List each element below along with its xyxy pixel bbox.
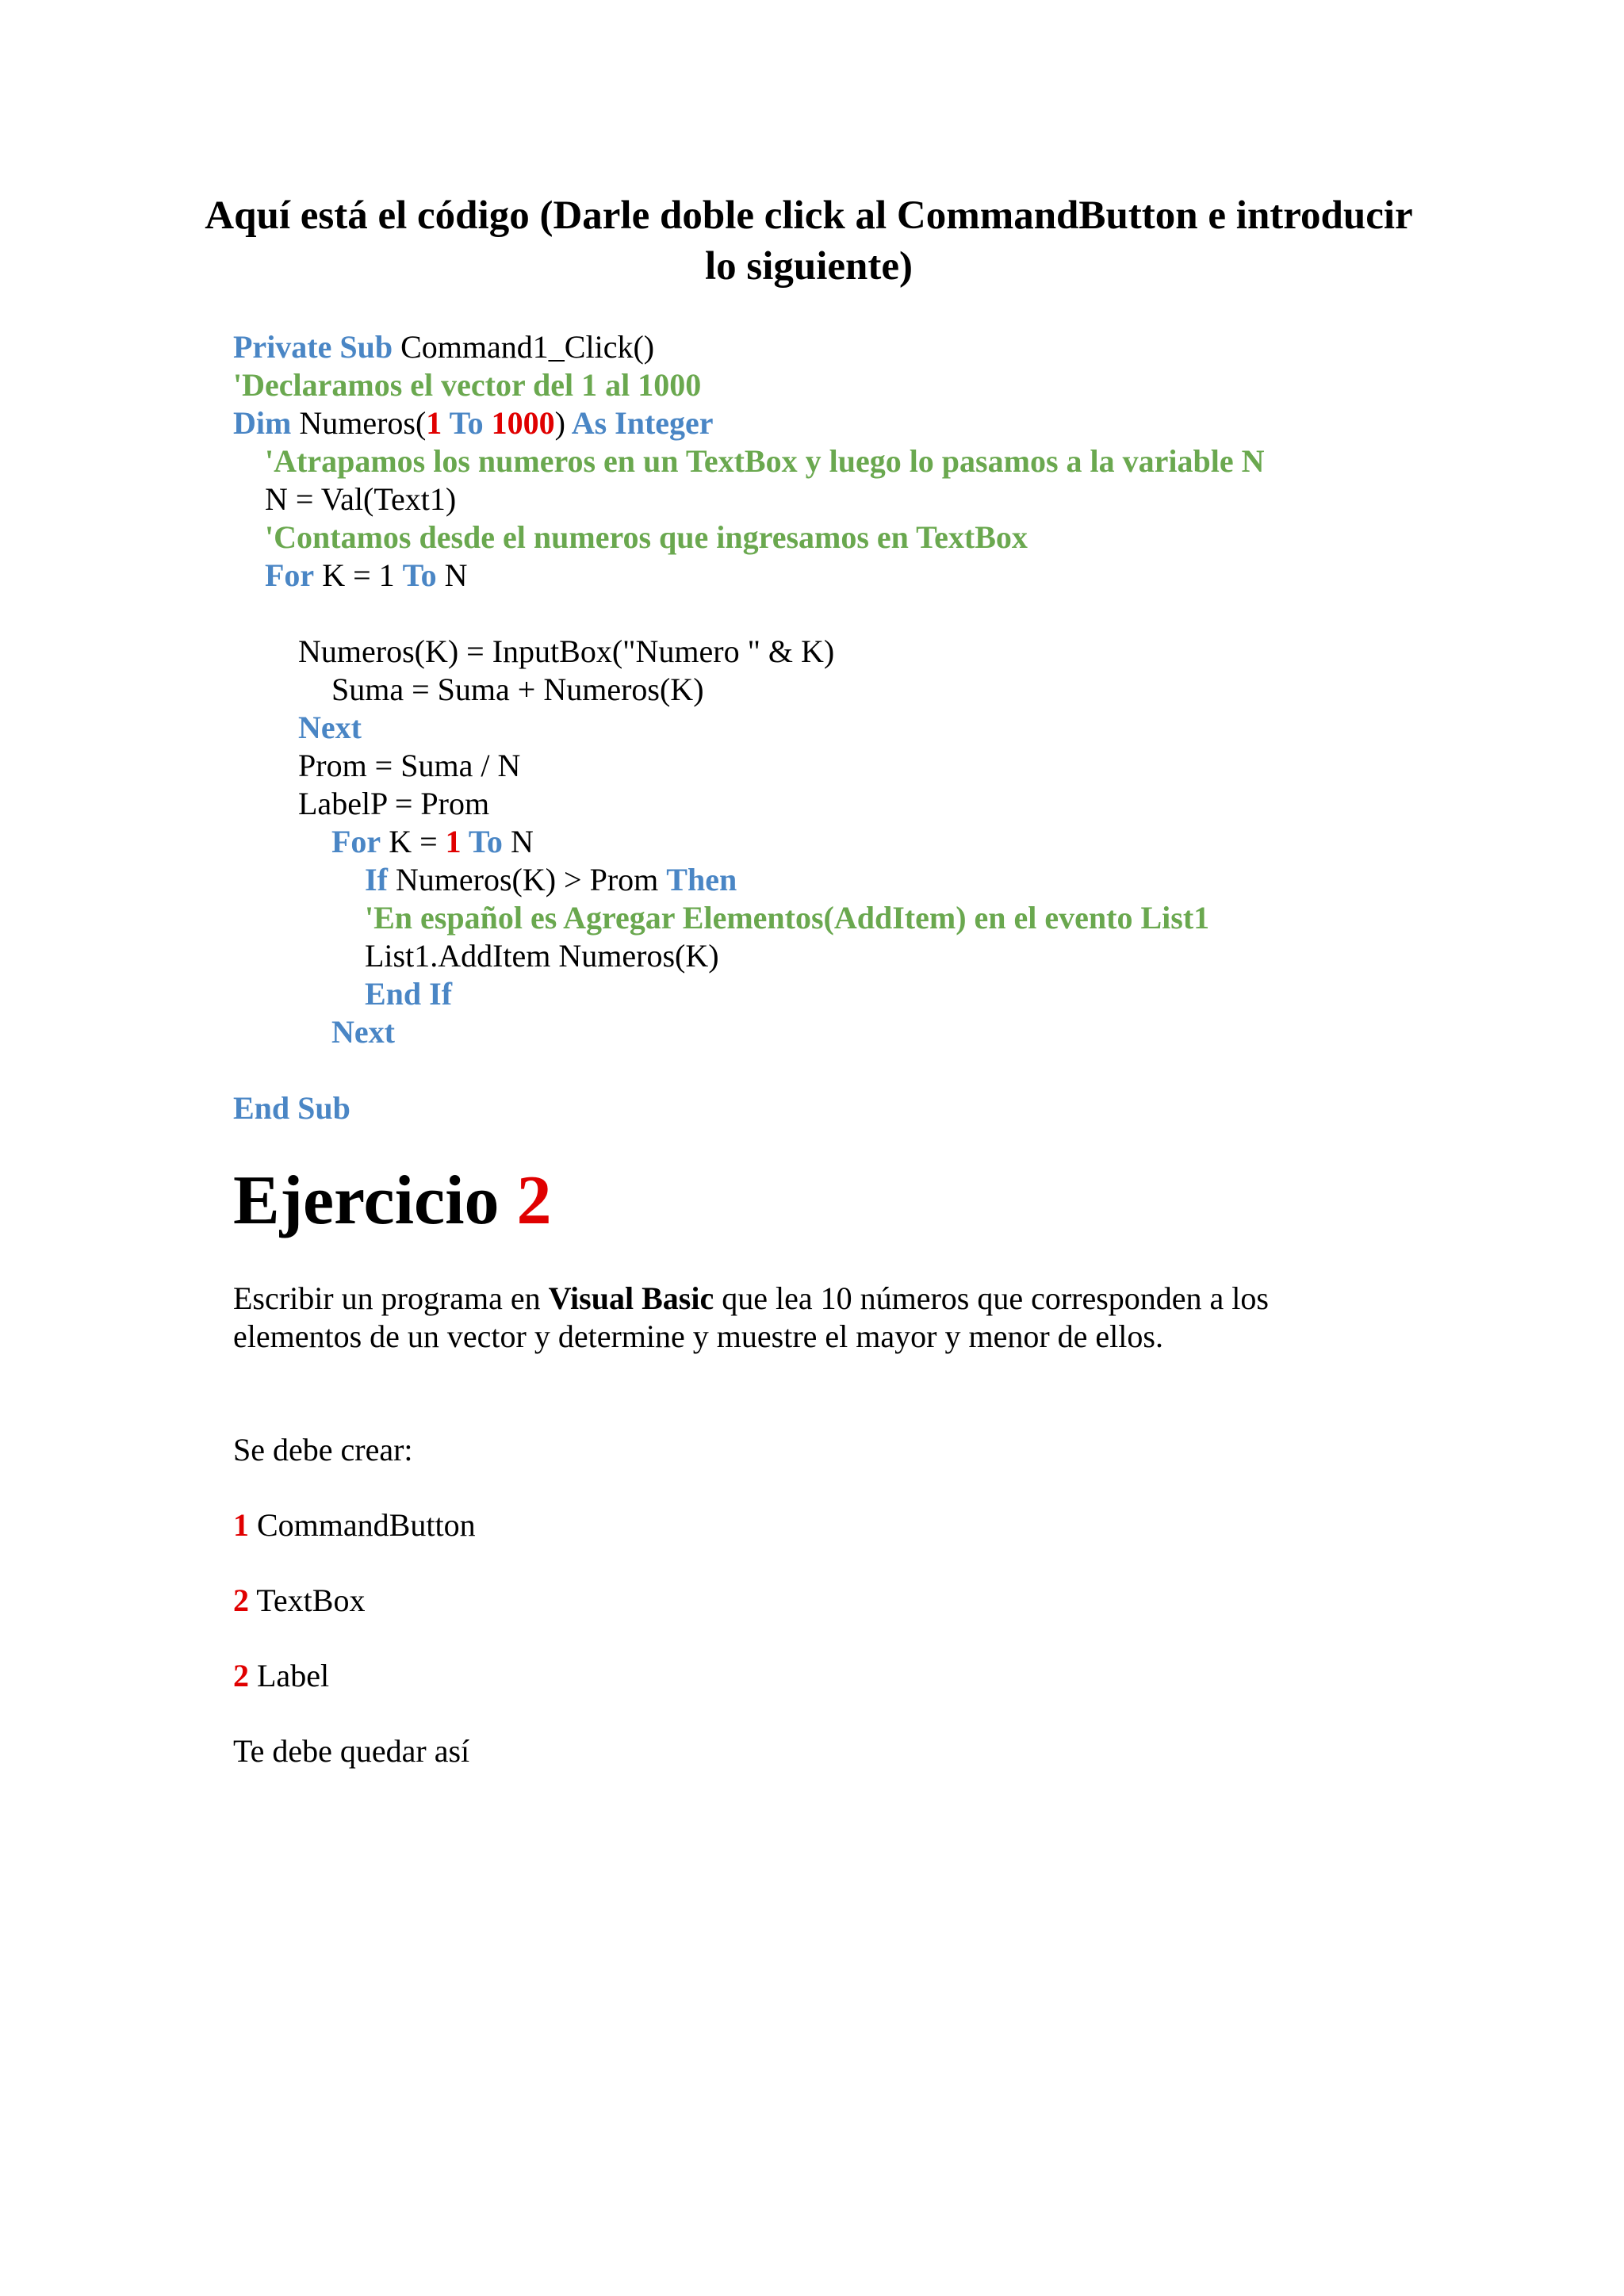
code-line-18 [331,1013,395,1051]
page-heading: Aquí está el código (Darle doble click al CommandButton e introducir lo siguiente) [205,193,1413,289]
code-line-3 [233,404,714,442]
must-create-label: Se debe crear: [233,1432,413,1468]
code-text: LabelP = Prom [298,786,490,821]
code-line-11 [298,747,520,785]
requirement-name: TextBox [249,1582,366,1618]
number-literal: 1 [445,824,462,859]
code-text: Suma = Suma + Numeros(K) [331,672,704,707]
requirement-count: 2 [233,1658,249,1693]
keyword: End If [365,976,453,1012]
code-line-7 [265,557,468,595]
keyword: For [265,557,315,593]
code-line-17 [365,975,452,1013]
keyword: To [402,557,437,593]
description-text: Escribir un programa en [233,1280,549,1316]
code-line-12 [298,785,489,823]
code-line-14 [365,861,737,899]
code-text: List1.AddItem Numeros(K) [365,938,719,974]
code-text: Numeros( [291,405,427,441]
code-text: ) [554,405,565,441]
exercise-description-line-1 [233,1280,1269,1318]
code-text: N = Val(Text1) [265,481,457,517]
requirement-count: 1 [233,1507,249,1543]
keyword: Next [331,1014,395,1050]
comment: 'Declaramos el vector del 1 al 1000 [233,367,702,403]
requirement-count: 2 [233,1582,249,1618]
code-line-16 [365,937,719,975]
keyword: For [331,824,381,859]
requirement-item [233,1506,476,1544]
description-bold-term: Visual Basic [548,1280,714,1316]
requirement-name: CommandButton [249,1507,476,1543]
closing-text: Te debe quedar así [233,1733,470,1769]
code-text: Command1_Click() [393,329,655,365]
code-line-6 [265,519,1028,557]
code-line-5 [265,480,456,519]
code-line-1 [233,328,654,366]
code-line-10 [298,709,362,747]
keyword: Then [666,862,737,897]
number-literal: 1000 [491,405,555,441]
keyword: To [442,405,492,441]
code-line-15 [365,899,1209,937]
requirement-item [233,1582,365,1620]
description-text: que lea 10 números que corresponden a los [714,1280,1269,1316]
code-line-9 [331,671,704,709]
requirement-name: Label [249,1658,330,1693]
code-line-19 [233,1089,350,1127]
code-text: K = [381,824,446,859]
code-text: Numeros(K) > Prom [387,862,667,897]
keyword: End Sub [233,1090,350,1126]
code-text: Numeros(K) = InputBox("Numero " & K) [298,633,835,669]
exercise-title-word: Ejercicio [233,1162,500,1239]
code-text: N [436,557,468,593]
code-line-2 [233,366,701,404]
comment: 'En español es Agregar Elementos(AddItem) en el evento List1 [365,900,1210,936]
keyword: Dim [233,405,292,441]
keyword: If [365,862,388,897]
comment: 'Contamos desde el numeros que ingresamos en TextBox [265,519,1028,555]
keyword: To [461,824,503,859]
exercise-description-line-2: elementos de un vector y determine y muestre el mayor y menor de ellos. [233,1318,1163,1354]
keyword: Private Sub [233,329,393,365]
code-text: K = 1 [314,557,403,593]
requirement-item [233,1657,329,1695]
code-line-8 [298,633,834,671]
number-literal: 1 [426,405,442,441]
exercise-title [233,1161,552,1241]
exercise-number: 2 [516,1162,552,1239]
comment: 'Atrapamos los numeros en un TextBox y luego lo pasamos a la variable N [265,443,1265,479]
code-text: Prom = Suma / N [298,748,521,783]
code-text: N [502,824,534,859]
keyword: Next [298,710,362,745]
keyword: As Integer [565,405,714,441]
code-line-4 [265,442,1265,480]
code-line-13 [331,823,534,861]
